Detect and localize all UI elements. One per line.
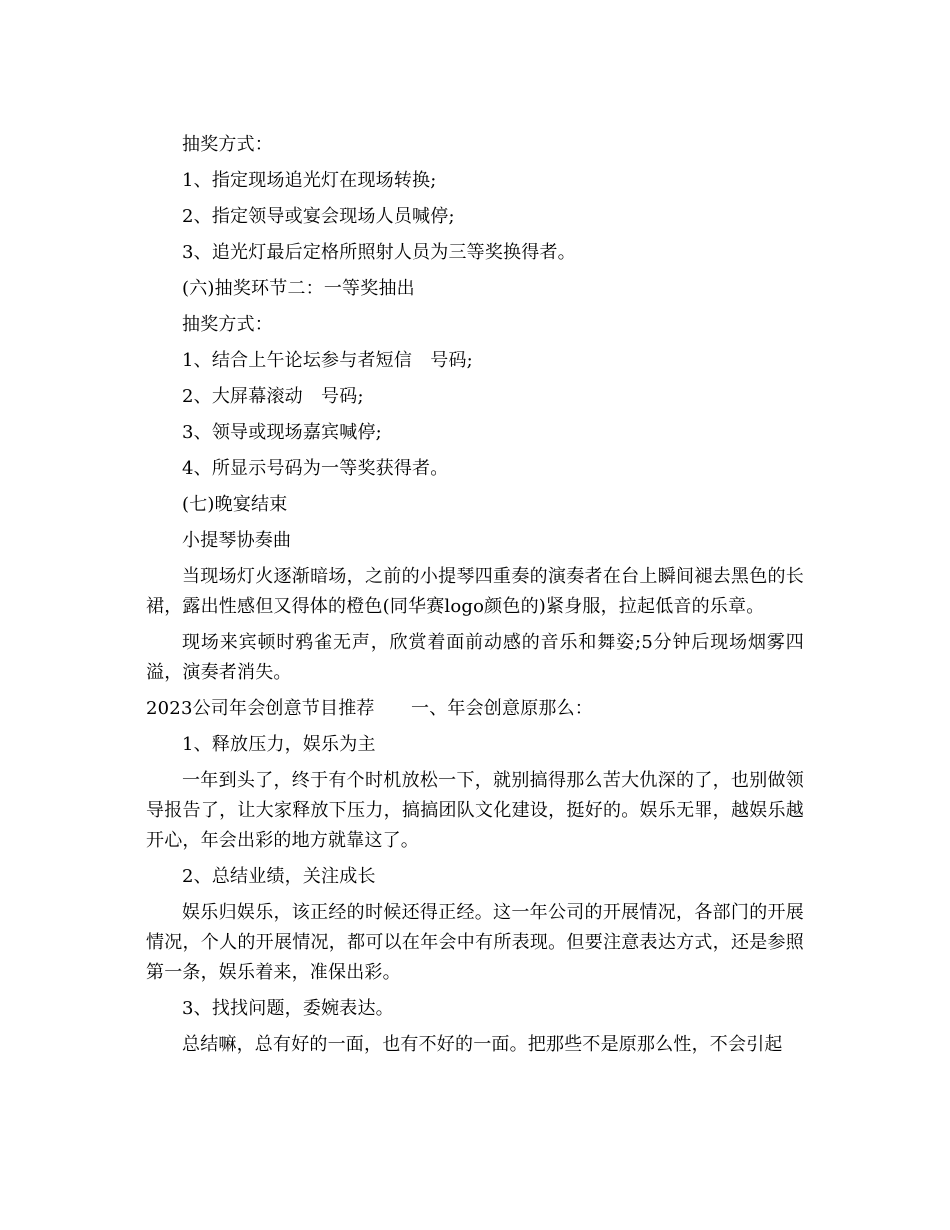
paragraph: 小提琴协奏曲 (182, 530, 292, 551)
paragraph: 1、指定现场追光灯在现场转换; (182, 170, 437, 191)
paragraph: 1、结合上午论坛参与者短信 号码; (182, 350, 473, 371)
paragraph: 总结嘛，总有好的一面，也有不好的一面。把那些不是原那么性，不会引起 (182, 1034, 783, 1055)
paragraph: 现场来宾顿时鸦雀无声，欣赏着面前动感的音乐和舞姿;5分钟后现场烟雾四溢，演奏者消失。 (146, 632, 804, 683)
section-heading: 3、找找问题，委婉表达。 (182, 998, 394, 1019)
paragraph: 2、指定领导或宴会现场人员喊停; (182, 206, 455, 227)
section-heading: 2、总结业绩，关注成长 (182, 866, 376, 887)
paragraph: 2、大屏幕滚动 号码; (182, 386, 364, 407)
paragraph: 一年到头了，终于有个时机放松一下，就别搞得那么苦大仇深的了，也别做领导报告了，让大家释放下压力，搞搞团队文化建设，挺好的。娱乐无罪，越娱乐越开心，年会出彩的地方就靠这了。 (146, 770, 804, 851)
paragraph: 3、追光灯最后定格所照射人员为三等奖换得者。 (182, 242, 576, 263)
paragraph: 抽奖方式： (182, 134, 273, 155)
paragraph: 当现场灯火逐渐暗场，之前的小提琴四重奏的演奏者在台上瞬间褪去黑色的长裙，露出性感但又得体的橙色(同华赛logo颜色的)紧身服，拉起低音的乐章。 (146, 566, 804, 617)
section-heading: 1、释放压力，娱乐为主 (182, 734, 376, 755)
document-title: 2023公司年会创意节目推荐 一、年会创意原那么： (146, 698, 594, 719)
paragraph: 4、所显示号码为一等奖获得者。 (182, 458, 449, 479)
section-heading: (六)抽奖环节二：一等奖抽出 (182, 278, 415, 299)
paragraph: 抽奖方式： (182, 314, 273, 335)
section-heading: (七)晚宴结束 (182, 494, 288, 515)
paragraph: 3、领导或现场嘉宾喊停; (182, 422, 382, 443)
paragraph: 娱乐归娱乐，该正经的时候还得正经。这一年公司的开展情况，各部门的开展情况，个人的开展情况，都可以在年会中有所表现。但要注意表达方式，还是参照第一条，娱乐着来，准保出彩。 (146, 902, 804, 983)
